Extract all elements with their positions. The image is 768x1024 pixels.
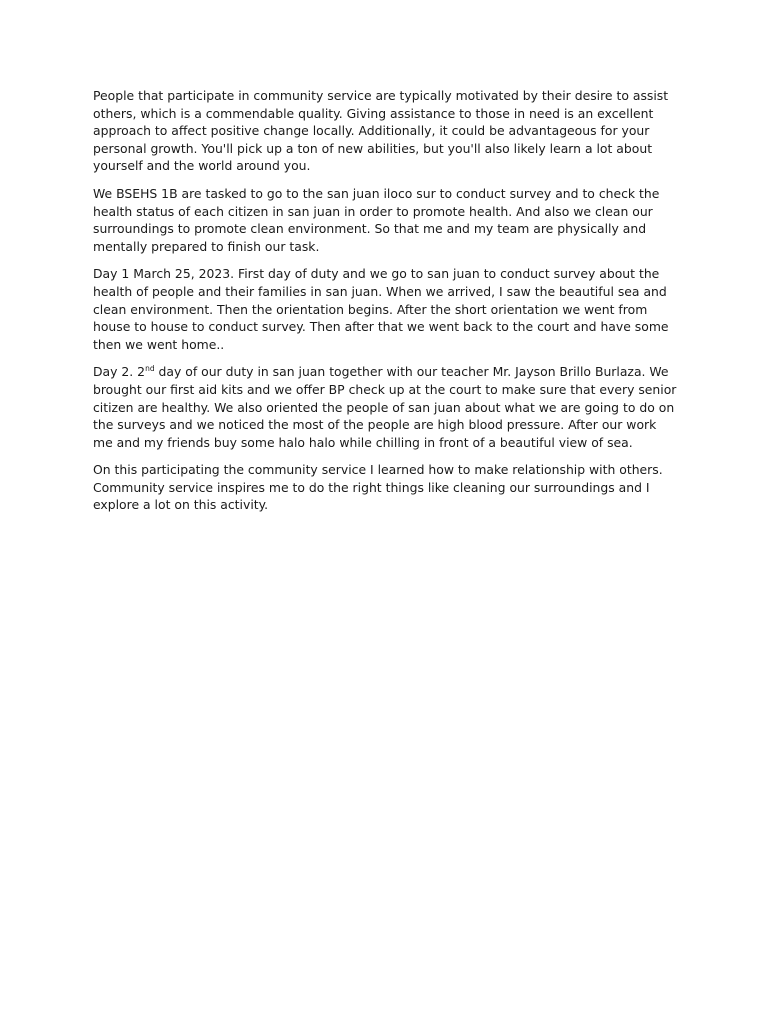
paragraph-day-2 (93, 363, 678, 451)
day-2-ordinal-suffix: nd (145, 364, 155, 374)
paragraph-intro: People that participate in community service are typically motivated by their desire to assist others, which is a commendable quality. Giving assistance to those in need is an excellent approach to affect positive change locally. Additionally, it could be advantageous for your personal growth. You'll pick up a ton of new abilities, but you'll also likely learn a lot about yourself and the world around you. (93, 88, 669, 174)
paragraph-day-1: Day 1 March 25, 2023. First day of duty and we go to san juan to conduct survey about the health of people and their families in san juan. When we arrived, I saw the beautiful sea and clean environment. Then the orientation begins. After the short orientation we went from house to house to conduct survey. Then after that we went back to the court and have some then we went home.. (93, 266, 669, 352)
document-body (93, 87, 678, 524)
day-2-text: day of our duty in san juan together with our teacher Mr. Jayson Brillo Burlaza. We brought our first aid kits and we offer BP check up at the court to make sure that every senior citizen are healthy. We also oriented the people of san juan about what we are going to do on the surveys and we noticed the most of the people are high blood pressure. After our work me and my friends buy some halo halo while chilling in front of a beautiful view of sea. (93, 364, 677, 450)
day-2-prefix: Day 2. 2 (93, 364, 146, 380)
paragraph-conclusion: On this participating the community service I learned how to make relationship with others. Community service inspires me to do the right things like cleaning our surroundings and I explore a lot on this activity. (93, 462, 663, 513)
paragraph-task: We BSEHS 1B are tasked to go to the san juan iloco sur to conduct survey and to check the health status of each citizen in san juan in order to promote health. And also we clean our surroundings to promote clean environment. So that me and my team are physically and mentally prepared to finish our task. (93, 185, 660, 254)
